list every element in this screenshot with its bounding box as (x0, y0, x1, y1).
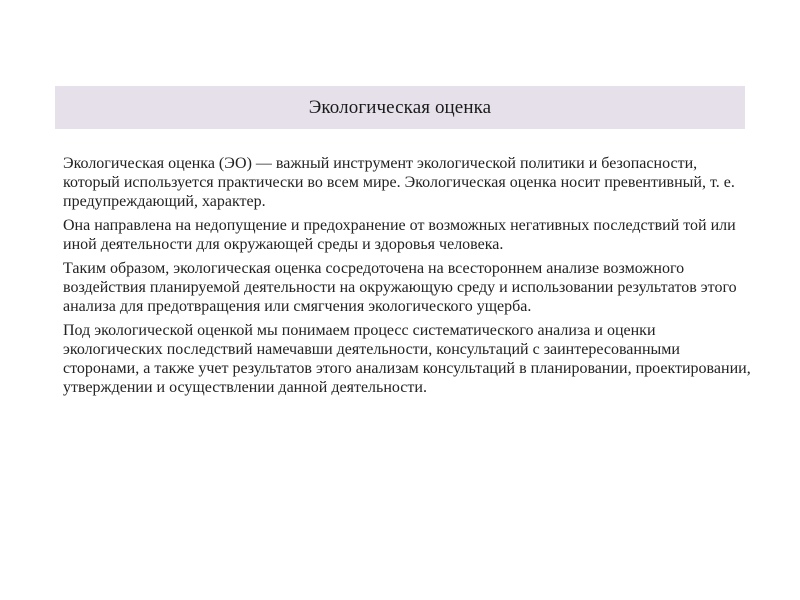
paragraph-2: Она направлена на недопущение и предохранение от возможных негативных последствий той или иной деятельности для окружающей среды и здоровья человека. (63, 217, 736, 253)
title-band (55, 86, 745, 129)
paragraph-3: Таким образом, экологическая оценка сосредоточена на всестороннем анализе возможного воздействия планируемой деятельности на окружающую среду и использовании результатов этого анализа для предотвращения или смягчения экологического ущерба. (63, 260, 737, 315)
paragraph-4: Под экологической оценкой мы понимаем процесс систематического анализа и оценки экологических последствий намечавши деятельности, консультаций с заинтересованными сторонами, а также учет результатов этого анализам консультаций в планировании, проектировании, утверждении и осуществлении данной деятельности. (63, 322, 751, 396)
slide-title: Экологическая оценка (308, 96, 492, 118)
paragraph-1: Экологическая оценка (ЭО) — важный инструмент экологической политики и безопасности, который используется практически во всем мире. Экологическая оценка носит превентивный, т. е. предупреждающий, характер. (63, 155, 735, 210)
slide-body (63, 154, 753, 402)
